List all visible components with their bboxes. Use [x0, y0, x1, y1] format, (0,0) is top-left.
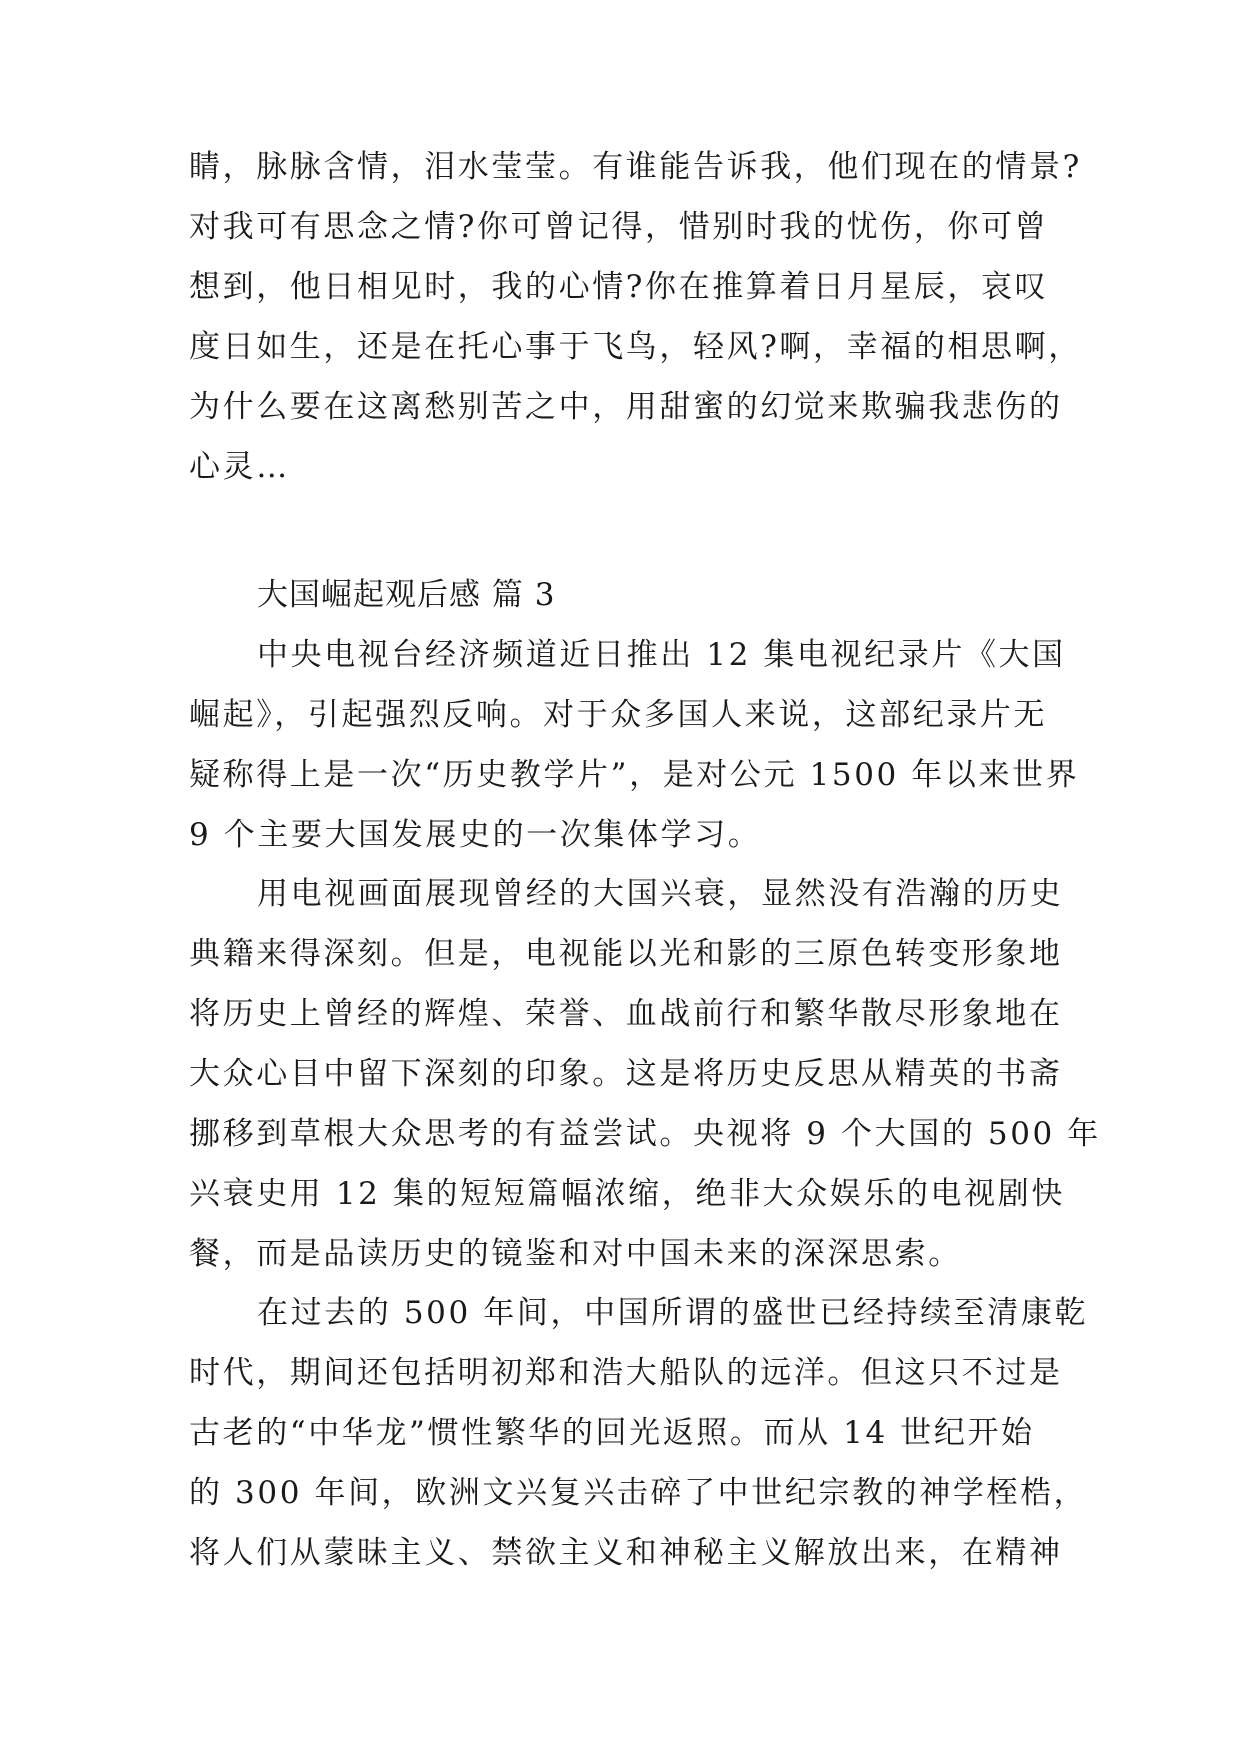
- text-line: 想到，他日相见时，我的心情?你在推算着日月星辰，哀叹: [189, 269, 1049, 305]
- text-line: 的 300 年间，欧洲文兴复兴击碎了中世纪宗教的神学桎梏，: [189, 1475, 1088, 1511]
- text-line: 大众心目中留下深刻的印象。这是将历史反思从精英的书斋: [189, 1056, 1063, 1092]
- text-line: 崛起》，引起强烈反响。对于众多国人来说，这部纪录片无: [189, 697, 1048, 733]
- text-line: 将人们从蒙昧主义、禁欲主义和神秘主义解放出来，在精神: [189, 1535, 1063, 1571]
- section-heading: [189, 565, 1059, 625]
- text-line: 兴衰史用 12 集的短短篇幅浓缩，绝非大众娱乐的电视剧快: [189, 1176, 1065, 1212]
- text-line: 9 个主要大国发展史的一次集体学习。: [189, 817, 762, 853]
- text-line: 用电视画面展现曾经的大国兴衰，显然没有浩瀚的历史: [257, 876, 1064, 912]
- paragraph-2: [189, 864, 1101, 1284]
- text-line: 为什么要在这离愁别苦之中，用甜蜜的幻觉来欺骗我悲伤的: [189, 389, 1063, 425]
- paragraph-1: [189, 625, 1080, 865]
- text-line: 典籍来得深刻。但是，电视能以光和影的三原色转变形象地: [189, 936, 1063, 972]
- text-line: 对我可有思念之情?你可曾记得，惜别时我的忧伤，你可曾: [189, 209, 1049, 245]
- text-line: 睛，脉脉含情，泪水莹莹。有谁能告诉我，他们现在的情景?: [189, 149, 1082, 185]
- paragraph-3: [189, 1283, 1089, 1583]
- text-line: 度日如生，还是在托心事于飞鸟，轻风?啊，幸福的相思啊，: [189, 329, 1082, 365]
- text-line: 挪移到草根大众思考的有益尝试。央视将 9 个大国的 500 年: [189, 1116, 1101, 1152]
- continuation-paragraph: [189, 137, 1082, 497]
- text-line: 时代，期间还包括明初郑和浩大船队的远洋。但这只不过是: [189, 1355, 1063, 1391]
- text-line: 将历史上曾经的辉煌、荣誉、血战前行和繁华散尽形象地在: [189, 996, 1063, 1032]
- text-line: 在过去的 500 年间，中国所谓的盛世已经持续至清康乾: [257, 1295, 1089, 1331]
- text-line: 古老的“中华龙”惯性繁华的回光返照。而从 14 世纪开始: [189, 1415, 1035, 1451]
- text-line: 疑称得上是一次“历史教学片”，是对公元 1500 年以来世界: [189, 757, 1080, 793]
- section-heading-text: 大国崛起观后感 篇 3: [257, 577, 556, 613]
- text-line: 中央电视台经济频道近日推出 12 集电视纪录片《大国: [257, 637, 1066, 673]
- text-line: 心灵…: [189, 449, 290, 485]
- text-line: 餐，而是品读历史的镜鉴和对中国未来的深深思索。: [189, 1236, 962, 1272]
